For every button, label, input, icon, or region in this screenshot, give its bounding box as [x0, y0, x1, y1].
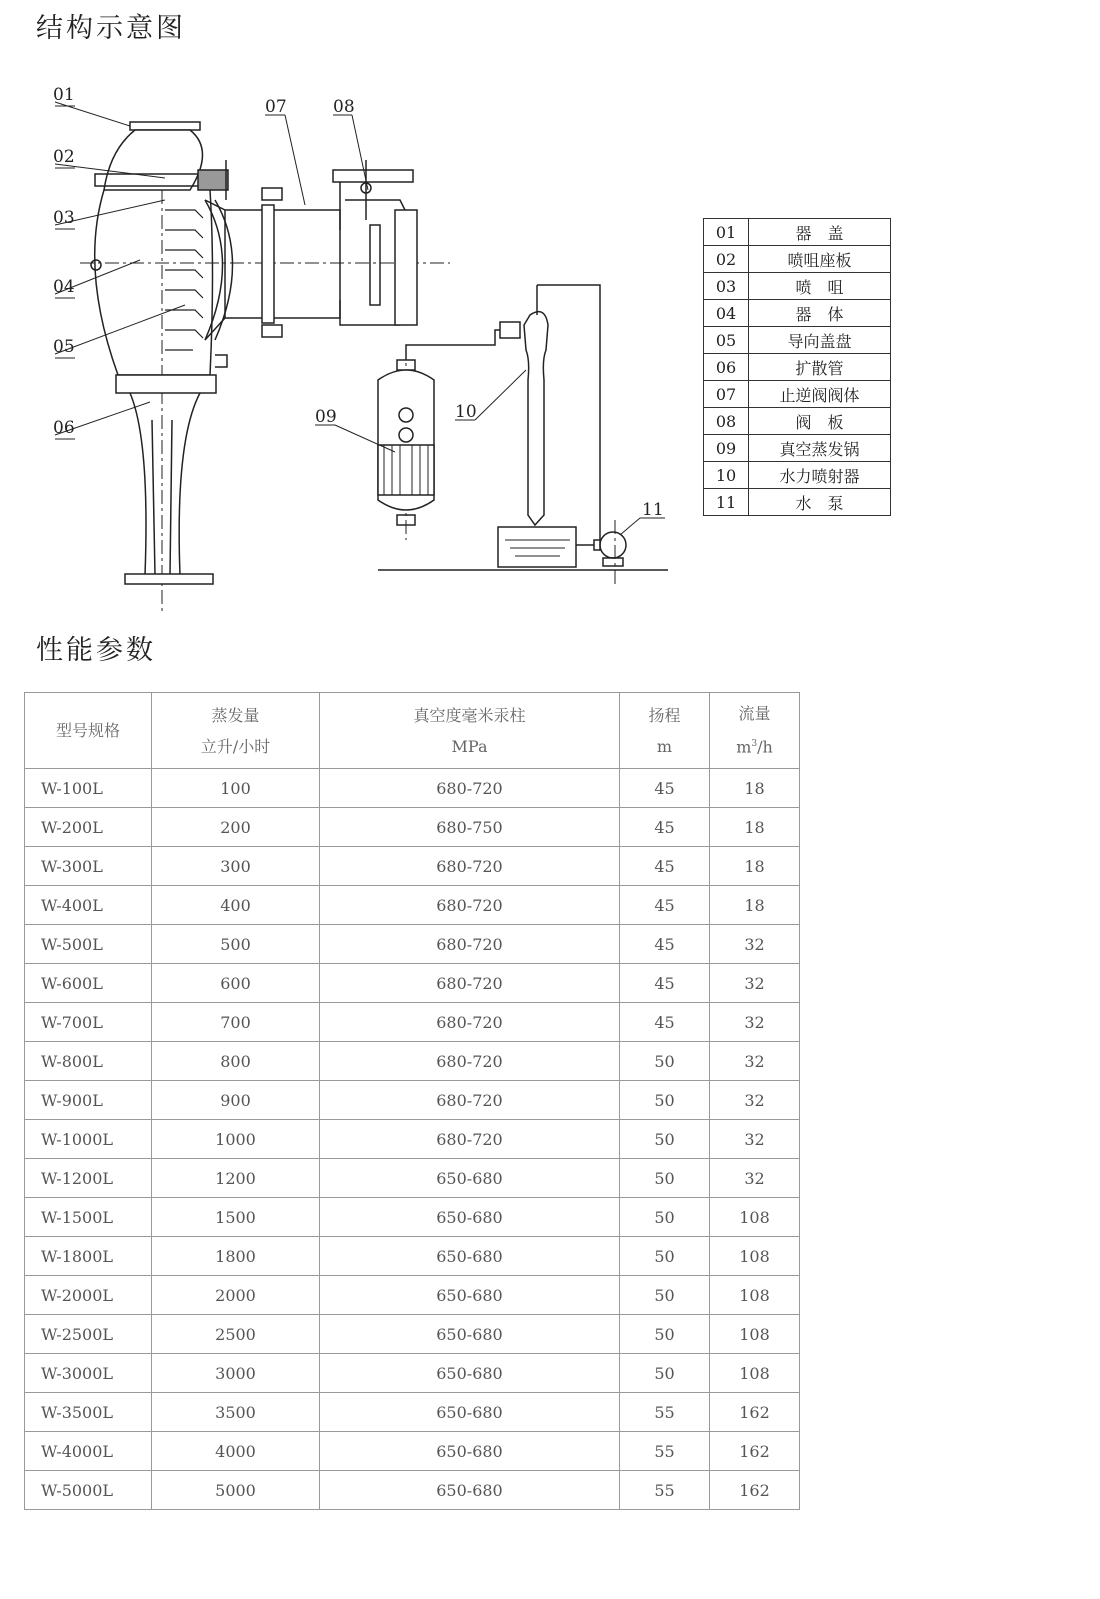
legend-row: [704, 435, 891, 462]
cell-model: W-400L: [25, 886, 152, 925]
table-header-row: [25, 693, 800, 769]
cell-model: W-2000L: [25, 1276, 152, 1315]
table-row: [25, 1276, 800, 1315]
header-head: 扬程 m: [620, 693, 710, 769]
table-row: [25, 1315, 800, 1354]
callout-11: 11: [642, 500, 664, 520]
cell-head: 50: [620, 1315, 710, 1354]
table-row: [25, 886, 800, 925]
cell-model: W-1800L: [25, 1237, 152, 1276]
table-row: [25, 925, 800, 964]
table-row: [25, 1237, 800, 1276]
legend-code: 03: [704, 273, 749, 300]
cell-flow: 32: [710, 925, 800, 964]
cell-head: 50: [620, 1159, 710, 1198]
cell-vacuum: 680-720: [320, 1120, 620, 1159]
legend-code: 08: [704, 408, 749, 435]
cell-model: W-5000L: [25, 1471, 152, 1510]
cell-evaporation: 700: [152, 1003, 320, 1042]
cell-model: W-200L: [25, 808, 152, 847]
cell-vacuum: 650-680: [320, 1276, 620, 1315]
cell-head: 50: [620, 1237, 710, 1276]
cell-model: W-500L: [25, 925, 152, 964]
cell-flow: 32: [710, 1081, 800, 1120]
cell-vacuum: 650-680: [320, 1393, 620, 1432]
legend-part-name: 喷 咀: [749, 273, 891, 300]
legend-row: [704, 462, 891, 489]
cell-model: W-100L: [25, 769, 152, 808]
cell-flow: 162: [710, 1471, 800, 1510]
legend-code: 09: [704, 435, 749, 462]
cell-evaporation: 1500: [152, 1198, 320, 1237]
legend-part-name: 导向盖盘: [749, 327, 891, 354]
cell-head: 50: [620, 1120, 710, 1159]
callout-09: 09: [315, 407, 337, 427]
cell-head: 50: [620, 1198, 710, 1237]
callout-08: 08: [333, 97, 355, 117]
cell-head: 55: [620, 1432, 710, 1471]
cell-head: 55: [620, 1393, 710, 1432]
legend-code: 07: [704, 381, 749, 408]
legend-row: [704, 489, 891, 516]
header-model: 型号规格: [25, 693, 152, 769]
legend-code: 05: [704, 327, 749, 354]
callout-06: 06: [53, 418, 75, 438]
cell-vacuum: 680-720: [320, 964, 620, 1003]
cell-head: 50: [620, 1081, 710, 1120]
cell-evaporation: 1800: [152, 1237, 320, 1276]
section-title-structure: 结构示意图: [36, 13, 186, 44]
cell-vacuum: 680-720: [320, 1042, 620, 1081]
legend-row: [704, 246, 891, 273]
table-row: [25, 1159, 800, 1198]
legend-part-name: 喷咀座板: [749, 246, 891, 273]
cell-model: W-300L: [25, 847, 152, 886]
table-row: [25, 1198, 800, 1237]
callout-04: 04: [53, 277, 75, 297]
table-row: [25, 808, 800, 847]
cell-flow: 108: [710, 1237, 800, 1276]
cell-evaporation: 1200: [152, 1159, 320, 1198]
cell-model: W-2500L: [25, 1315, 152, 1354]
structure-diagram: [0, 60, 1100, 620]
cell-head: 50: [620, 1042, 710, 1081]
cell-evaporation: 5000: [152, 1471, 320, 1510]
cell-vacuum: 650-680: [320, 1237, 620, 1276]
table-row: [25, 1432, 800, 1471]
legend-part-name: 水 泵: [749, 489, 891, 516]
legend-row: [704, 408, 891, 435]
cell-evaporation: 100: [152, 769, 320, 808]
cell-vacuum: 680-720: [320, 886, 620, 925]
cell-flow: 108: [710, 1315, 800, 1354]
cell-vacuum: 680-720: [320, 925, 620, 964]
performance-table: [24, 692, 800, 1510]
cell-vacuum: 650-680: [320, 1432, 620, 1471]
cell-evaporation: 200: [152, 808, 320, 847]
cell-vacuum: 650-680: [320, 1198, 620, 1237]
table-row: [25, 1120, 800, 1159]
legend-code: 01: [704, 219, 749, 246]
legend-code: 04: [704, 300, 749, 327]
cell-evaporation: 1000: [152, 1120, 320, 1159]
table-row: [25, 1393, 800, 1432]
callout-01: 01: [53, 85, 75, 105]
cell-flow: 108: [710, 1276, 800, 1315]
header-evaporation: 蒸发量 立升/小时: [152, 693, 320, 769]
cell-head: 50: [620, 1354, 710, 1393]
cell-evaporation: 900: [152, 1081, 320, 1120]
cell-model: W-600L: [25, 964, 152, 1003]
cell-head: 45: [620, 1003, 710, 1042]
cell-evaporation: 3000: [152, 1354, 320, 1393]
cell-flow: 32: [710, 1159, 800, 1198]
cell-model: W-1500L: [25, 1198, 152, 1237]
cell-flow: 18: [710, 808, 800, 847]
cell-model: W-800L: [25, 1042, 152, 1081]
cell-flow: 18: [710, 886, 800, 925]
cell-vacuum: 680-720: [320, 847, 620, 886]
legend-row: [704, 354, 891, 381]
header-vacuum: 真空度毫米汞柱 MPa: [320, 693, 620, 769]
table-row: [25, 964, 800, 1003]
legend-code: 06: [704, 354, 749, 381]
cell-model: W-3000L: [25, 1354, 152, 1393]
legend-part-name: 扩散管: [749, 354, 891, 381]
cell-model: W-1000L: [25, 1120, 152, 1159]
cell-vacuum: 680-720: [320, 769, 620, 808]
legend-part-name: 阀 板: [749, 408, 891, 435]
cell-head: 45: [620, 847, 710, 886]
legend-row: [704, 381, 891, 408]
cell-model: W-900L: [25, 1081, 152, 1120]
cell-head: 45: [620, 769, 710, 808]
legend-part-name: 水力喷射器: [749, 462, 891, 489]
cell-head: 45: [620, 886, 710, 925]
cell-evaporation: 2500: [152, 1315, 320, 1354]
callout-10: 10: [455, 402, 477, 422]
cell-evaporation: 800: [152, 1042, 320, 1081]
cell-vacuum: 650-680: [320, 1159, 620, 1198]
legend-row: [704, 327, 891, 354]
cell-vacuum: 650-680: [320, 1315, 620, 1354]
section-title-performance: 性能参数: [36, 635, 156, 666]
legend-part-name: 止逆阀阀体: [749, 381, 891, 408]
cell-flow: 32: [710, 1003, 800, 1042]
cell-vacuum: 680-720: [320, 1003, 620, 1042]
cell-evaporation: 3500: [152, 1393, 320, 1432]
legend-part-name: 器 体: [749, 300, 891, 327]
cell-vacuum: 650-680: [320, 1354, 620, 1393]
legend-row: [704, 300, 891, 327]
cell-head: 45: [620, 964, 710, 1003]
legend-code: 02: [704, 246, 749, 273]
table-row: [25, 1003, 800, 1042]
cell-flow: 32: [710, 1042, 800, 1081]
table-row: [25, 1354, 800, 1393]
cell-model: W-700L: [25, 1003, 152, 1042]
cell-head: 50: [620, 1276, 710, 1315]
table-row: [25, 1081, 800, 1120]
cell-head: 45: [620, 808, 710, 847]
cell-model: W-3500L: [25, 1393, 152, 1432]
legend-part-name: 器 盖: [749, 219, 891, 246]
cell-vacuum: 680-720: [320, 1081, 620, 1120]
callout-02: 02: [53, 147, 75, 167]
legend-row: [704, 219, 891, 246]
header-flow: 流量 $m^3/h$: [710, 693, 800, 769]
cell-evaporation: 400: [152, 886, 320, 925]
cell-flow: 108: [710, 1198, 800, 1237]
cell-flow: 162: [710, 1393, 800, 1432]
cell-flow: 162: [710, 1432, 800, 1471]
cell-evaporation: 600: [152, 964, 320, 1003]
cell-vacuum: 650-680: [320, 1471, 620, 1510]
cell-evaporation: 2000: [152, 1276, 320, 1315]
cell-flow: 18: [710, 847, 800, 886]
cell-model: W-1200L: [25, 1159, 152, 1198]
legend-code: 11: [704, 489, 749, 516]
cell-model: W-4000L: [25, 1432, 152, 1471]
cell-evaporation: 300: [152, 847, 320, 886]
legend-code: 10: [704, 462, 749, 489]
table-row: [25, 1471, 800, 1510]
cell-flow: 108: [710, 1354, 800, 1393]
cell-vacuum: 680-750: [320, 808, 620, 847]
cell-head: 55: [620, 1471, 710, 1510]
cell-head: 45: [620, 925, 710, 964]
cell-evaporation: 500: [152, 925, 320, 964]
cell-flow: 18: [710, 769, 800, 808]
cell-flow: 32: [710, 1120, 800, 1159]
table-row: [25, 1042, 800, 1081]
callout-05: 05: [53, 337, 75, 357]
parts-legend: [703, 218, 891, 516]
cell-flow: 32: [710, 964, 800, 1003]
cell-evaporation: 4000: [152, 1432, 320, 1471]
legend-row: [704, 273, 891, 300]
table-row: [25, 847, 800, 886]
callout-07: 07: [265, 97, 287, 117]
table-row: [25, 769, 800, 808]
callout-03: 03: [53, 208, 75, 228]
legend-part-name: 真空蒸发锅: [749, 435, 891, 462]
